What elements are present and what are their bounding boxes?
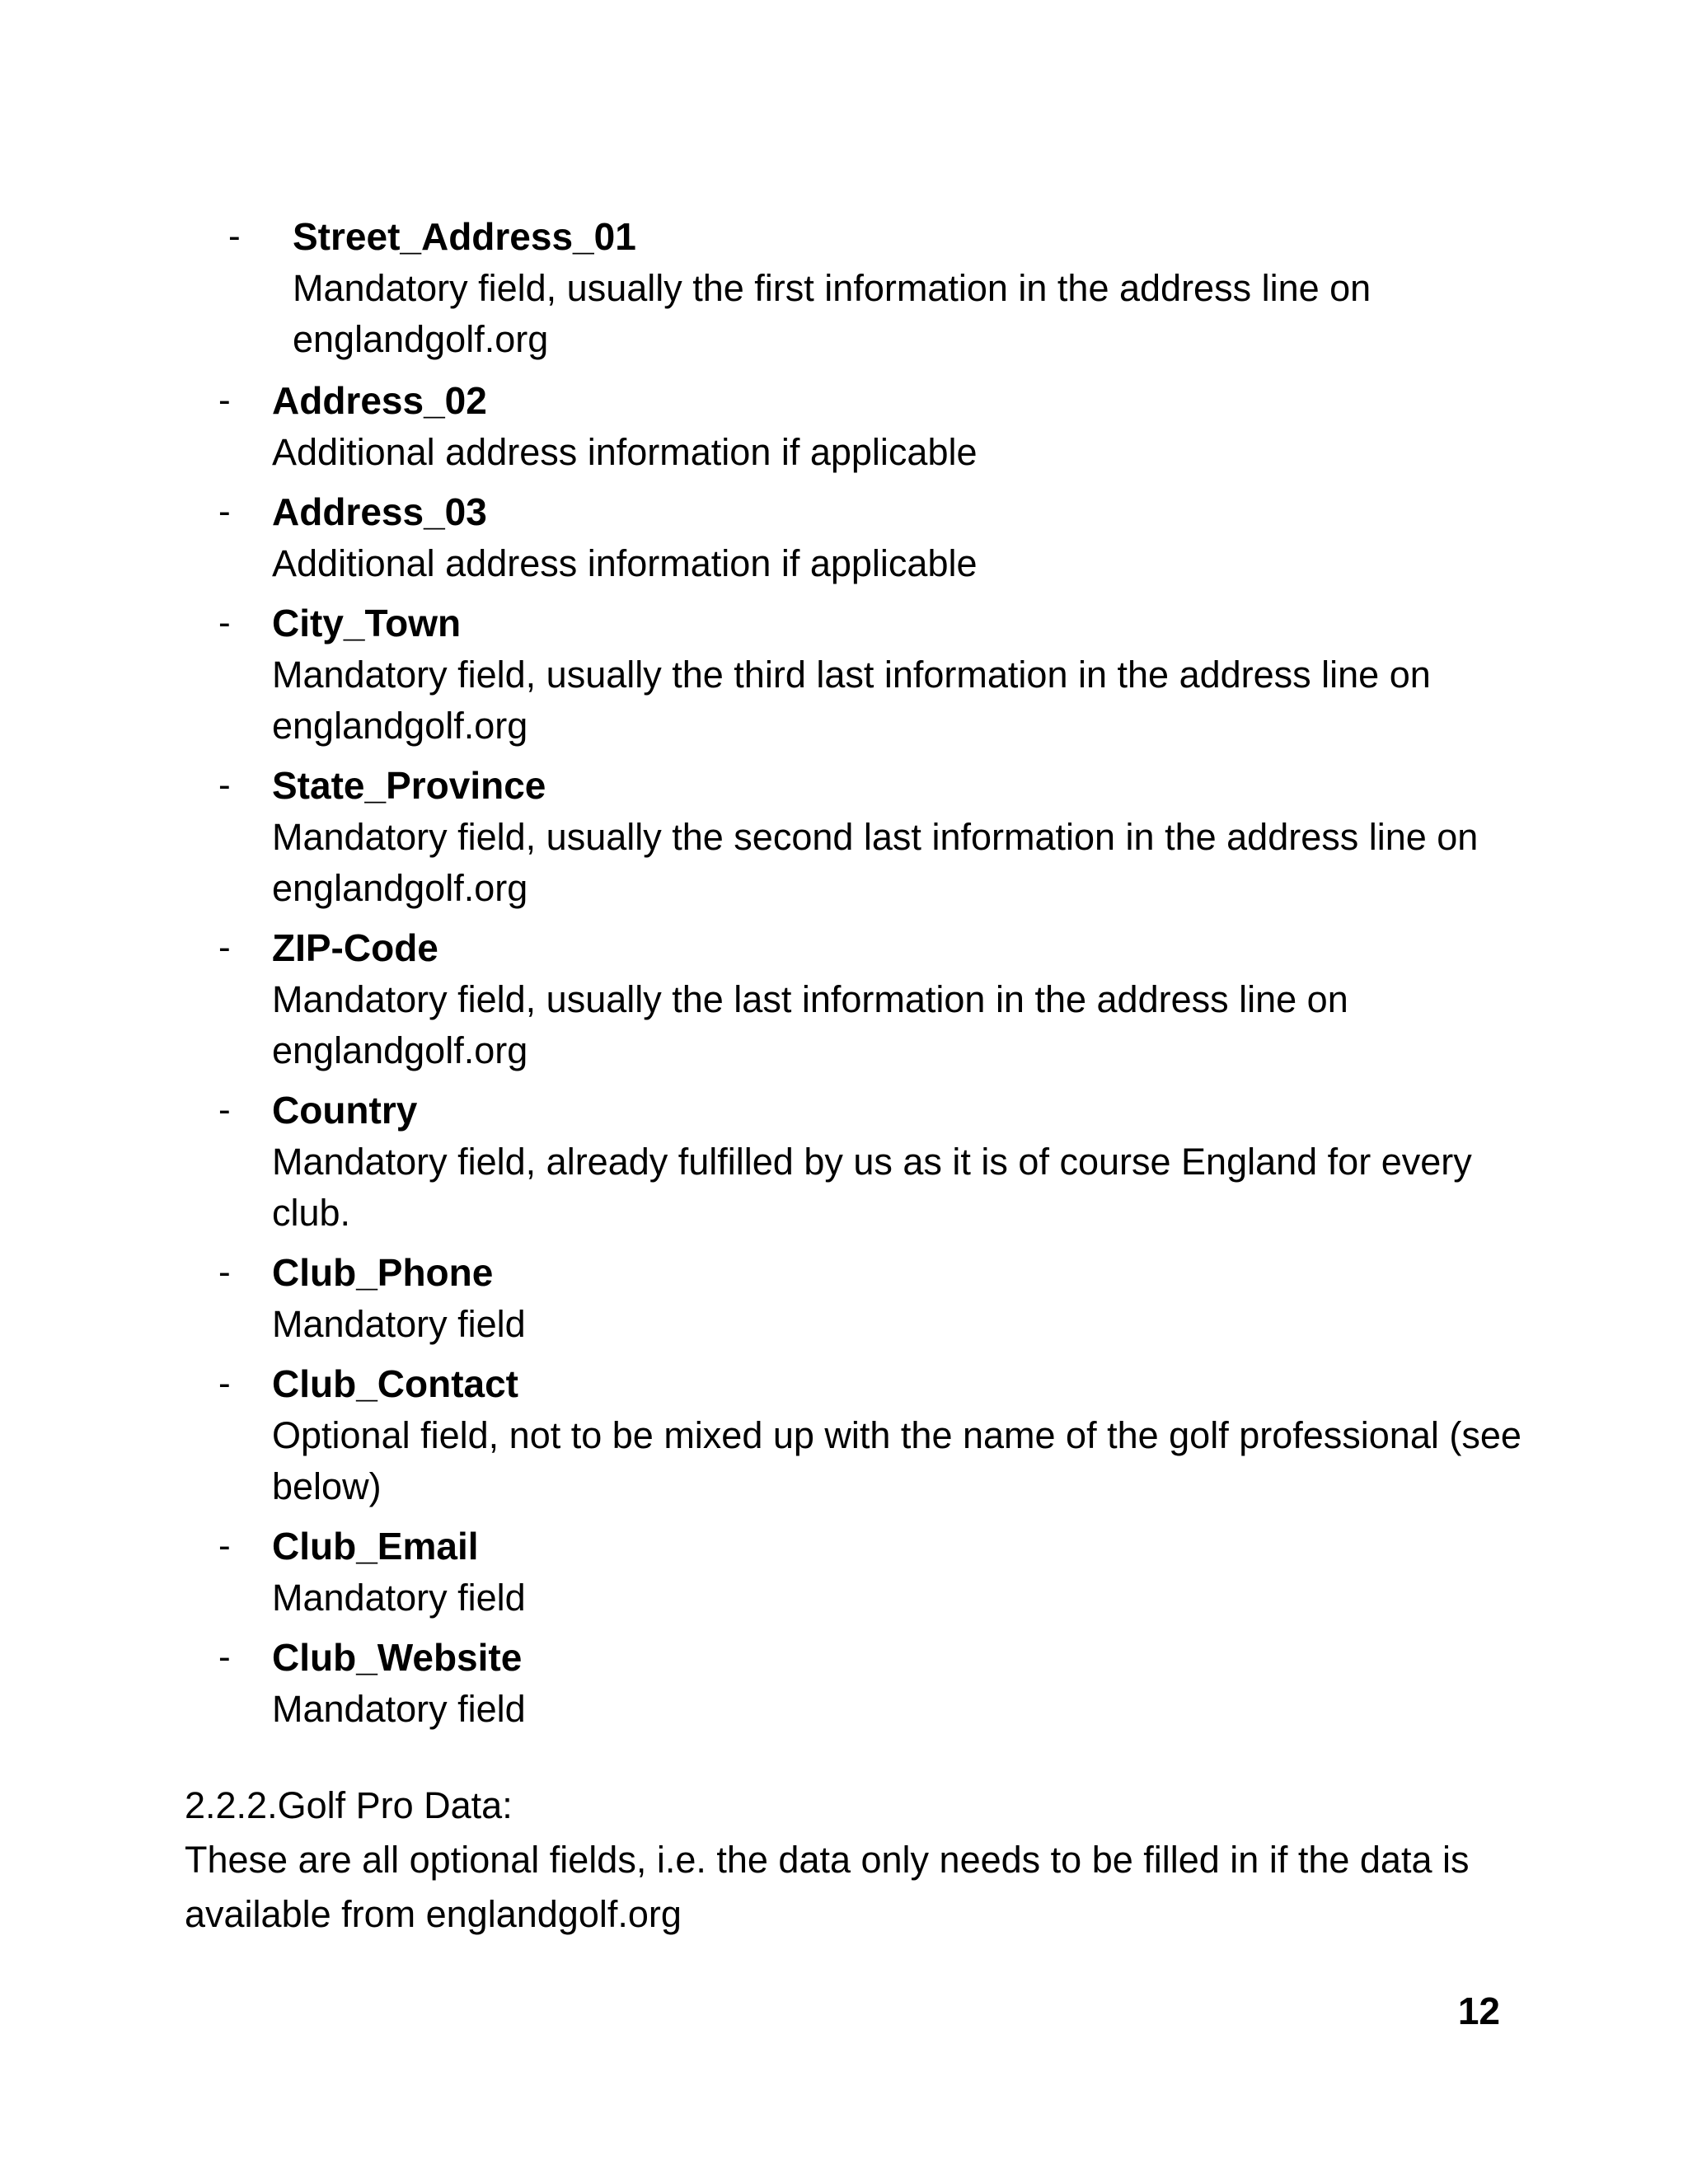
list-item-address-02	[218, 374, 1504, 478]
field-description: Mandatory field, already fulfilled by us as it is of course England for every club.	[272, 1141, 1472, 1234]
field-description: Mandatory field	[272, 1577, 526, 1619]
list-dash: -	[218, 602, 231, 643]
list-item-club-phone	[218, 1246, 1504, 1350]
field-description: Additional address information if applicable	[272, 542, 978, 584]
list-item-club-contact	[218, 1357, 1522, 1512]
golf-pro-data-section	[185, 1779, 1520, 1942]
field-name: ZIP-Code	[272, 926, 438, 969]
list-item-club-email	[218, 1520, 1504, 1624]
list-dash: -	[228, 216, 241, 256]
field-name: Club_Website	[272, 1636, 523, 1679]
field-name: Club_Contact	[272, 1362, 518, 1405]
field-description: Mandatory field, usually the first information in the address line on englandgolf.org	[293, 267, 1372, 360]
list-dash: -	[218, 1526, 231, 1566]
list-item-country	[218, 1084, 1504, 1239]
list-item-address-03	[218, 485, 1504, 589]
list-dash: -	[218, 1252, 231, 1292]
list-item-city-town	[218, 597, 1504, 752]
field-name: Club_Phone	[272, 1251, 494, 1294]
list-item-club-website	[218, 1631, 1504, 1735]
field-description: Mandatory field, usually the third last information in the address line on englandgolf.org	[272, 654, 1431, 747]
field-name: Club_Email	[272, 1525, 479, 1568]
list-dash: -	[218, 1637, 231, 1677]
list-item-state-province	[218, 759, 1504, 914]
list-item-street-address-01	[228, 210, 1504, 365]
field-name: Address_02	[272, 379, 487, 422]
field-description: Mandatory field, usually the last information in the address line on englandgolf.org	[272, 978, 1348, 1071]
list-dash: -	[218, 380, 231, 420]
list-item-zip-code	[218, 921, 1504, 1076]
field-name: State_Province	[272, 764, 546, 807]
list-dash: -	[218, 1090, 231, 1130]
field-description: Additional address information if applicable	[272, 431, 978, 473]
field-name: Street_Address_01	[293, 215, 636, 258]
page-number: 12	[1457, 1990, 1500, 2032]
list-dash: -	[218, 927, 231, 968]
field-list	[218, 210, 1522, 1742]
field-name: Address_03	[272, 490, 487, 533]
field-name: City_Town	[272, 602, 462, 644]
field-description: Mandatory field	[272, 1303, 526, 1345]
field-description: Mandatory field	[272, 1688, 526, 1730]
section-heading: 2.2.2.Golf Pro Data:	[185, 1784, 513, 1826]
section-paragraph: These are all optional fields, i.e. the data only needs to be filled in if the data is available from englandgolf.org	[185, 1839, 1470, 1935]
list-dash: -	[218, 1363, 231, 1404]
field-description: Mandatory field, usually the second last information in the address line on englandgolf.org	[272, 816, 1479, 909]
field-name: Country	[272, 1089, 418, 1132]
field-description: Optional field, not to be mixed up with the name of the golf professional (see below)	[272, 1414, 1522, 1507]
list-dash: -	[218, 491, 231, 532]
list-dash: -	[218, 765, 231, 805]
